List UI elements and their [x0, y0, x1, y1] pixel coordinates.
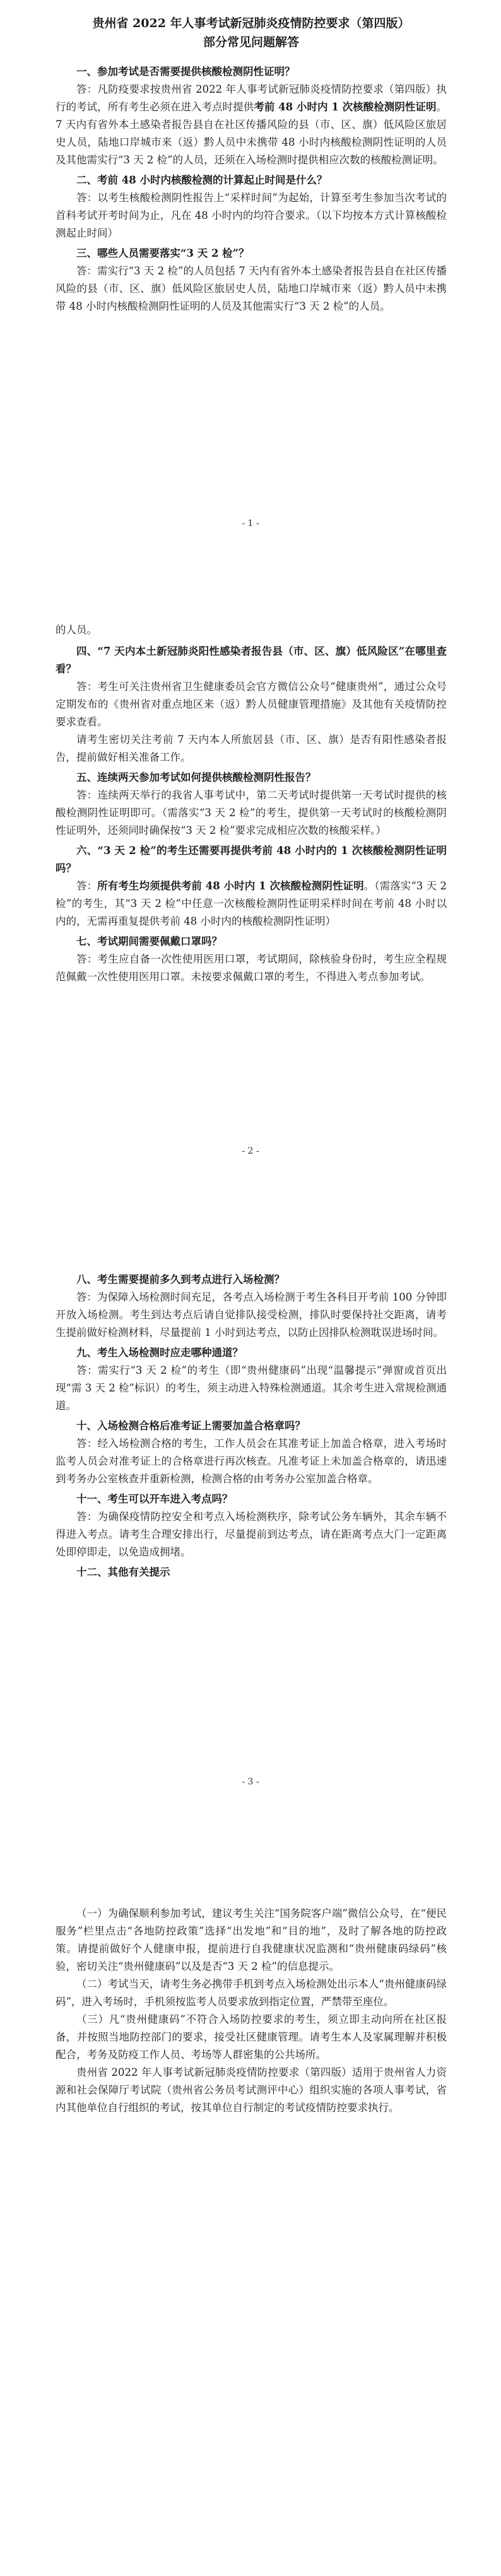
- q11-answer: 答：为确保疫情防控安全和考点入场检测秩序，除考试公务车辆外，其余车辆不得进入考点。请考生合理安排出行，尽量提前到达考点，请在距离考点大门一定距离处即停即走，以免造成拥堵。: [56, 1511, 447, 1558]
- q1-answer: 答：凡防疫要求按贵州省 2022 年人事考试新冠肺炎疫情防控要求（第四版）执行的考试，所有考生必须在进入考点时提供考前 48 小时内 1 次核酸检测阴性证明。7 天内有省外本土感染者报告县自在社区传播风险的县（市、区、旗）低风险区旅居史人员，陆地口岸城市来（返）黔人员中未携带 48 小时内核酸检测阴性证明的人员及其他需实行“3 天 2 检”的人员，还须在入场检测时提供相应次数的核酸检测证明。: [56, 83, 447, 166]
- q3-answer: 答：需实行“3 天 2 检”的人员包括 7 天内有省外本土感染者报告县自在社区传播风险的县（市、区、旗）低风险区旅居史人员，陆地口岸城市来（返）黔人员中未携带 48 小时内核酸检测阴性证明的人员及其他需实行“3 天 2 检”的人员。: [56, 265, 447, 312]
- document-page-4: [0, 1867, 501, 2576]
- q7-answer: 答：考生应自备一次性使用医用口罩，考试期间，除核验身份时，考生应全程规范佩戴一次性使用医用口罩。未按要求佩戴口罩的考生，不得进入考点参加考试。: [56, 953, 447, 983]
- q5-heading: 五、连续两天参加考试如何提供核酸检测阴性报告？: [76, 771, 316, 783]
- q6-answer-emphasis: 所有考生均须提供考前 48 小时内 1 次核酸检测阴性证明: [97, 880, 364, 892]
- q8-heading: 八、考生需要提前多久到考点进行入场检测？: [76, 1273, 285, 1285]
- q1-answer-emphasis: 考前 48 小时内 1 次核酸检测阴性证明: [254, 101, 437, 113]
- q8-answer: 答：为保障入场检测时间充足，各考点入场检测于考生各科目开考前 100 分钟即开放入场检测。考生到达考点后请自觉排队接受检测，排队时要保持社交距离，请考生提前做好检测材料，尽量提前 1 小时到达考点，以防止因排队检测耽误进场时间。: [56, 1291, 447, 1338]
- q3-heading: 三、哪些人员需要落实“3 天 2 检”？: [76, 247, 249, 259]
- q12-item-3: （三）凡“贵州健康码”不符合入场防控要求的考生，须立即主动向所在社区报备，并按照当地防控部门的要求，接受社区健康管理。请考生本人及家属理解并积极配合，考务及防疫工作人员、考场等人群密集的公共场所。: [56, 2013, 447, 2061]
- q2-answer: 答：以考生核酸检测阴性报告上“采样时间”为起始，计算至考生参加当次考试的首科考试开考时间为止，凡在 48 小时内的均符合要求。（以下均按本方式计算核酸检测起止时间）: [56, 192, 447, 239]
- q10-heading: 十、入场检测合格后准考证上需要加盖合格章吗？: [76, 1420, 305, 1432]
- q3-answer-continued: 的人员。: [56, 624, 97, 636]
- q9-heading: 九、考生入场检测时应走哪种通道？: [76, 1347, 243, 1359]
- page-3-content: [56, 1271, 447, 1581]
- q12-closing: 贵州省 2022 年人事考试新冠肺炎疫情防控要求（第四版）适用于贵州省人力资源和社会保障厅考试院（贵州省公务员考试测评中心）组织实施的各项人事考试，省内其他单位自行组织的考试，按其单位自行制定的考试疫情防控要求执行。: [56, 2066, 447, 2114]
- page-2-content: [56, 621, 447, 986]
- q6-heading: 六、“3 天 2 检”的考生还需要再提供考前 48 小时内的 1 次核酸检测阴性证明吗？: [56, 845, 447, 874]
- document-subtitle: 部分常见问题解答: [203, 35, 299, 49]
- page-1-content: [56, 14, 447, 315]
- q4-answer-1: 答：考生可关注贵州省卫生健康委员会官方微信公众号“健康贵州”，通过公众号定期发布的《贵州省对重点地区来（返）黔人员健康管理措施》及其他有关疫情防控要求查看。: [56, 681, 447, 728]
- page-number-1: - 1 -: [242, 518, 259, 529]
- q4-heading: 四、“7 天内本土新冠肺炎阳性感染者报告县（市、区、旗）低风险区”在哪里查看？: [56, 645, 447, 675]
- document-title: 贵州省 2022 年人事考试新冠肺炎疫情防控要求（第四版）: [92, 16, 410, 30]
- page-number-2: - 2 -: [242, 1146, 259, 1156]
- q12-item-1: （一）为确保顺利参加考试，建议考生关注“国务院客户端”微信公众号，在“便民服务”栏里点击“各地防控政策”选择“出发地”和“目的地”，及时了解各地的防控政策。请提前做好个人健康申报，提前进行自我健康状况监测和“贵州健康码绿码”核验，密切关注“贵州健康码”以及是否“3 天 2 检”的信息提示。: [56, 1907, 447, 1972]
- q6-answer: 答：所有考生均须提供考前 48 小时内 1 次核酸检测阴性证明。（需落实“3 天 2 检”的考生，其“3 天 2 检”中任意一次核酸检测阴性证明采样时间在考前 48 小时以内的，无需再重复提供考前 48 小时内的核酸检测阴性证明）: [56, 880, 447, 927]
- document-page-1: [0, 0, 501, 602]
- document-page-2: [0, 602, 501, 1233]
- q9-answer: 答：需实行“3 天 2 检”的考生（即“贵州健康码”出现“温馨提示”弹窗或首页出现“需 3 天 2 检”标识）的考生，须主动进入特殊检测通道。其余考生进入常规检测通道。: [56, 1364, 447, 1412]
- document-page-3: [0, 1233, 501, 1867]
- q4-answer-2: 请考生密切关注考前 7 天内本人所旅居县（市、区、旗）是否有阳性感染者报告，提前做好相关准备工作。: [56, 734, 447, 763]
- q5-answer: 答：连续两天举行的我省人事考试中，第二天考试时提供第一天考试时提供的核酸检测阴性证明即可。（需落实“3 天 2 检”的考生，提供第一天考试时的核酸检测阴性证明外，还须同时确保按“3 天 2 检”要求完成相应次数的核酸采样。）: [56, 789, 447, 836]
- page-number-3: - 3 -: [242, 1777, 259, 1787]
- page-4-content: [56, 1905, 447, 2117]
- q10-answer: 答：经入场检测合格的考生，工作人员会在其准考证上加盖合格章，进入考场时监考人员会对准考证上的合格章进行再次核查。凡准考证上未加盖合格章的，请迅速到考务办公室核查并重新检测，检测合格的由考务办公室加盖合格章。: [56, 1437, 447, 1485]
- q7-heading: 七、考试期间需要佩戴口罩吗？: [76, 935, 222, 947]
- q1-heading: 一、参加考试是否需要提供核酸检测阴性证明？: [76, 66, 295, 78]
- q12-heading: 十二、其他有关提示: [76, 1566, 170, 1578]
- q11-heading: 十一、考生可以开车进入考点吗？: [76, 1493, 233, 1505]
- q2-heading: 二、考前 48 小时内核酸检测的计算起止时间是什么？: [76, 174, 327, 186]
- q12-item-2: （二）考试当天，请考生务必携带手机到考点入场检测处出示本人“贵州健康码绿码”，进入考场时，手机须按监考人员要求放到指定位置，严禁带至座位。: [56, 1978, 447, 2008]
